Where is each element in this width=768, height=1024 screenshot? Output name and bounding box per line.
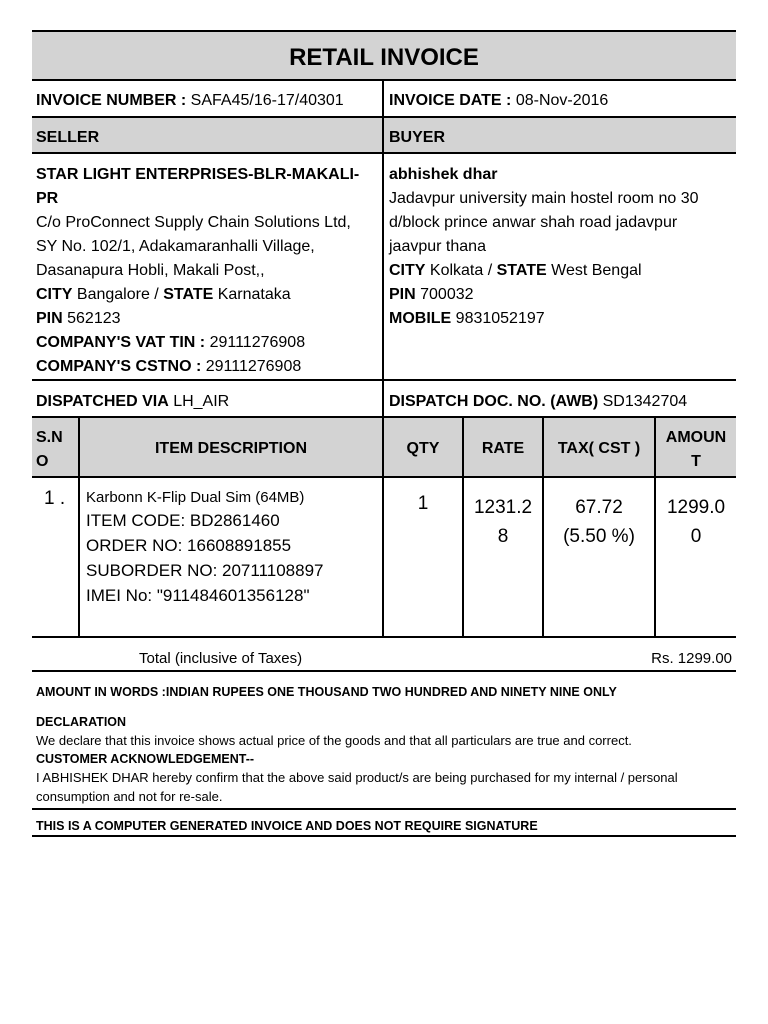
col-qty: QTY: [406, 440, 440, 457]
seller-name-line2: PR: [36, 190, 59, 207]
buyer-city-state: [389, 259, 699, 283]
party-header-band: [32, 117, 736, 153]
buyer-state-label: STATE: [496, 262, 547, 279]
seller-state: Karnataka: [213, 286, 291, 303]
col-sno-line1: S.N: [36, 429, 63, 446]
divider: [32, 670, 736, 672]
invoice-number: [36, 92, 344, 110]
divider: [32, 116, 736, 118]
item-qty: 1: [417, 493, 429, 514]
seller-pin-value: 562123: [62, 310, 121, 327]
invoice-number-label: INVOICE NUMBER :: [36, 92, 187, 109]
col-item-description: ITEM DESCRIPTION: [154, 440, 307, 457]
col-amount-line2: T: [691, 453, 701, 470]
item-sno: 1 .: [44, 488, 66, 509]
seller-details: [36, 163, 359, 379]
buyer-address-line1: Jadavpur university main hostel room no 30: [389, 190, 699, 207]
seller-vat-value: 29111276908: [205, 334, 306, 351]
computer-generated-note: THIS IS A COMPUTER GENERATED INVOICE AND DOES NOT REQUIRE SIGNATURE: [36, 819, 538, 833]
buyer-pin: [389, 283, 699, 307]
col-rate: RATE: [481, 440, 525, 457]
buyer-city-label: CITY: [389, 262, 426, 279]
divider: [32, 476, 736, 478]
seller-cst-label: COMPANY'S CSTNO :: [36, 358, 202, 375]
invoice-date-value: 08-Nov-2016: [511, 92, 609, 109]
buyer-address-line2: d/block prince anwar shah road jadavpur: [389, 214, 678, 231]
declaration-heading: DECLARATION: [36, 715, 127, 729]
invoice-title: RETAIL INVOICE: [289, 44, 479, 71]
seller-pin: [36, 307, 359, 331]
divider: [32, 636, 736, 638]
seller-vat-label: COMPANY'S VAT TIN :: [36, 334, 206, 351]
acknowledgement-text-line1: I ABHISHEK DHAR hereby confirm that the above said product/s are being purchased for my internal / personal: [36, 770, 678, 785]
item-tax-rate: (5.50 %): [563, 526, 635, 547]
total-value: Rs. 1299.00: [651, 650, 732, 667]
seller-state-label: STATE: [163, 286, 214, 303]
buyer-mobile-value: 9831052197: [451, 310, 545, 327]
dispatched-via-value: LH_AIR: [168, 393, 230, 410]
seller-name-line1: STAR LIGHT ENTERPRISES-BLR-MAKALI-: [36, 166, 360, 183]
item-tax: [544, 493, 654, 551]
buyer-mobile: [389, 307, 699, 331]
buyer-pin-label: PIN: [389, 286, 416, 303]
dispatch-doc-label: DISPATCH DOC. NO. (AWB): [389, 393, 599, 410]
buyer-details: [389, 163, 699, 331]
total-label: Total (inclusive of Taxes): [139, 650, 303, 667]
acknowledgement-text-line2: consumption and not for re-sale.: [36, 789, 223, 804]
seller-address-line2: SY No. 102/1, Adakamaranhalli Village,: [36, 238, 315, 255]
invoice-date: [389, 92, 608, 110]
item-rate-line1: 1231.2: [473, 497, 533, 518]
seller-cst-value: 29111276908: [201, 358, 302, 375]
item-tax-amount: 67.72: [575, 497, 623, 518]
divider: [32, 808, 736, 810]
item-amount-line1: 1299.0: [666, 497, 726, 518]
dispatched-via: [36, 393, 229, 411]
seller-city-state: [36, 283, 359, 307]
col-amount-line1: AMOUN: [665, 429, 727, 446]
acknowledgement-heading: CUSTOMER ACKNOWLEDGEMENT--: [36, 752, 255, 766]
item-code: ITEM CODE: BD2861460: [86, 511, 280, 530]
divider: [32, 152, 736, 154]
seller-pin-label: PIN: [36, 310, 63, 327]
item-suborder-no: SUBORDER NO: 20711108897: [86, 561, 324, 580]
col-sno-line2: O: [36, 453, 49, 470]
buyer-mobile-label: MOBILE: [389, 310, 452, 327]
item-rate: [464, 493, 542, 551]
col-amount: [656, 426, 736, 474]
seller-cst: [36, 355, 359, 379]
dispatch-doc-value: SD1342704: [598, 393, 688, 410]
buyer-state: West Bengal: [546, 262, 642, 279]
item-amount-line2: 0: [690, 526, 702, 547]
declaration-text: We declare that this invoice shows actual price of the goods and that all particulars are true and correct.: [36, 733, 632, 748]
divider: [32, 30, 736, 32]
seller-address-line1: C/o ProConnect Supply Chain Solutions Ltd,: [36, 214, 351, 231]
seller-vat: [36, 331, 359, 355]
buyer-header: BUYER: [389, 129, 446, 146]
divider: [32, 416, 736, 418]
seller-address-line3: Dasanapura Hobli, Makali Post,,: [36, 262, 265, 279]
item-imei: IMEI No: "911484601356128": [86, 586, 310, 605]
col-tax: TAX( CST ): [557, 440, 641, 457]
buyer-pin-value: 700032: [415, 286, 474, 303]
seller-city-label: CITY: [36, 286, 73, 303]
divider: [382, 80, 384, 418]
divider: [32, 379, 736, 381]
invoice-number-value: SAFA45/16-17/40301: [186, 92, 344, 109]
item-order-no: ORDER NO: 16608891855: [86, 536, 292, 555]
invoice-date-label: INVOICE DATE :: [389, 92, 512, 109]
seller-city: Bangalore /: [72, 286, 164, 303]
col-sno: [36, 426, 63, 474]
buyer-name: abhishek dhar: [389, 166, 498, 183]
dispatch-doc: [389, 393, 687, 411]
item-description: [86, 488, 324, 608]
seller-header: SELLER: [36, 129, 100, 146]
divider: [32, 835, 736, 837]
buyer-address-line3: jaavpur thana: [389, 238, 486, 255]
item-amount: [656, 493, 736, 551]
dispatched-via-label: DISPATCHED VIA: [36, 393, 169, 410]
divider: [32, 79, 736, 81]
item-title: Karbonn K-Flip Dual Sim (64MB): [86, 489, 305, 506]
buyer-city: Kolkata /: [425, 262, 497, 279]
item-rate-line2: 8: [497, 526, 509, 547]
amount-in-words: AMOUNT IN WORDS :INDIAN RUPEES ONE THOUSAND TWO HUNDRED AND NINETY NINE ONLY: [36, 685, 617, 699]
